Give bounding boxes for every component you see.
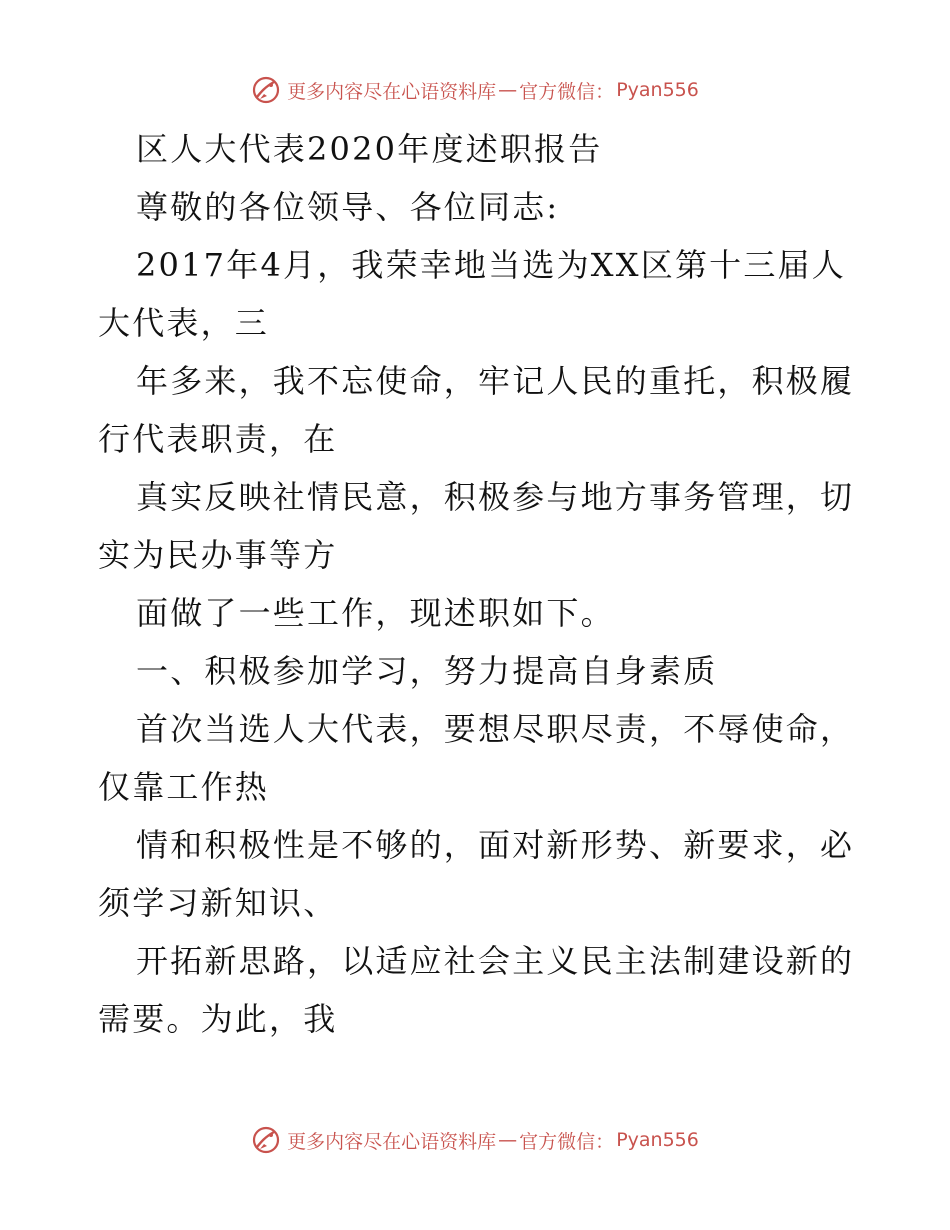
section-heading: 一、积极参加学习，努力提高自身素质: [136, 652, 718, 690]
paragraph-line: 情和积极性是不够的，面对新形势、新要求，必: [136, 826, 855, 864]
watermark-wechat-id: Pyan556: [616, 79, 699, 101]
document-body: [98, 120, 858, 1048]
watermark-separator: —: [498, 1129, 518, 1151]
paragraph-line: 大代表，三: [98, 304, 270, 342]
paragraph-line: 需要。为此，我: [98, 1000, 338, 1038]
paragraph-line: 2017年4月，我荣幸地当选为XX区第十三届人: [136, 246, 846, 284]
paragraph-line: 须学习新知识、: [98, 884, 338, 922]
paragraph-line: 实为民办事等方: [98, 536, 338, 574]
paragraph-line: 真实反映社情民意，积极参与地方事务管理，切: [136, 478, 855, 516]
paragraph-line: 面做了一些工作，现述职如下。: [136, 594, 615, 632]
watermark-wechat-id: Pyan556: [616, 1129, 699, 1151]
watermark-separator: —: [498, 79, 518, 101]
watermark-site-text: 更多内容尽在心语资料库: [287, 1130, 497, 1153]
document-title: 区人大代表2020年度述职报告: [136, 130, 603, 168]
paragraph-line: 行代表职责，在: [98, 420, 338, 458]
pen-logo-icon: [251, 75, 281, 105]
header-watermark: [0, 70, 950, 110]
paragraph-line: 开拓新思路，以适应社会主义民主法制建设新的: [136, 942, 855, 980]
paragraph-line: 仅靠工作热: [98, 768, 270, 806]
watermark-site-text: 更多内容尽在心语资料库: [287, 80, 497, 103]
paragraph-line: 首次当选人大代表，要想尽职尽责，不辱使命，: [136, 710, 855, 748]
pen-logo-icon: [251, 1125, 281, 1155]
watermark-label: 官方微信：: [519, 80, 615, 103]
paragraph-line: 年多来，我不忘使命，牢记人民的重托，积极履: [136, 362, 855, 400]
footer-watermark: [0, 1120, 950, 1160]
watermark-label: 官方微信：: [519, 1130, 615, 1153]
salutation: 尊敬的各位领导、各位同志:: [136, 188, 560, 226]
